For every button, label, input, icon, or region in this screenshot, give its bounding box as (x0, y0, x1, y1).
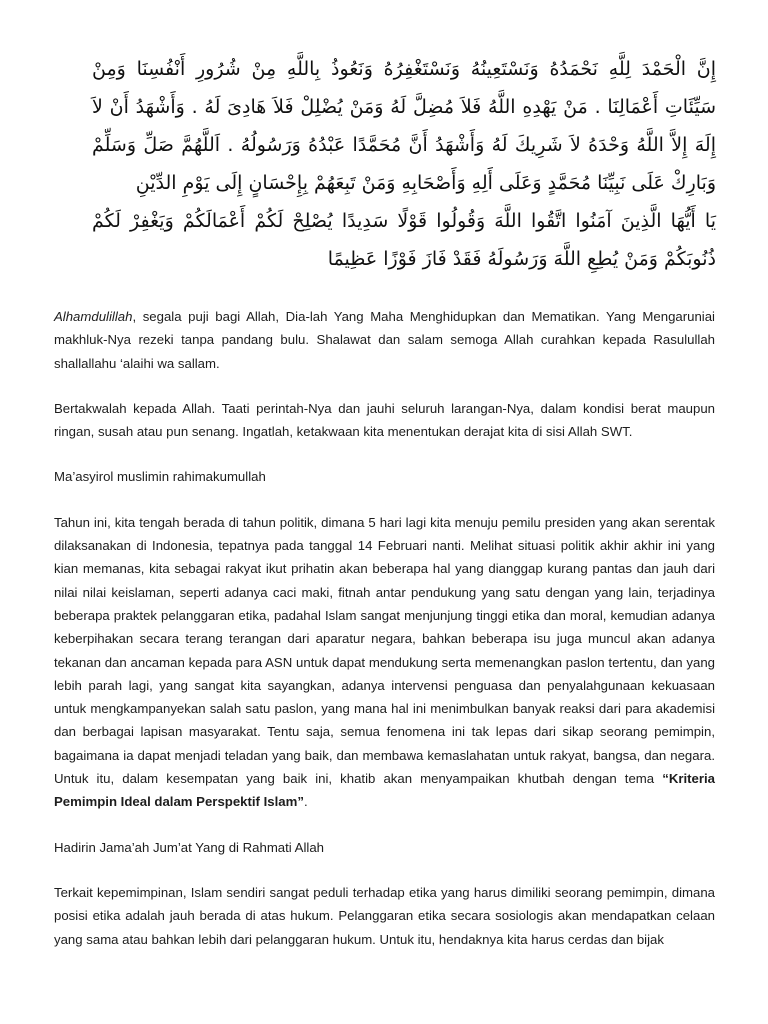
paragraph-opening (54, 305, 715, 375)
section-heading-maasyirol: Ma’asyirol muslimin rahimakumullah (54, 469, 266, 485)
paragraph-political-end: . (303, 794, 308, 810)
section-heading-hadirin: Hadirin Jama’ah Jum’at Yang di Rahmati Allah (54, 839, 324, 855)
paragraph-opening-rest: , segala puji bagi Allah, Dia-lah Yang Maha Menghidupkan dan Mematikan. Yang Mengaruniai makhluk-Nya rezeki tanpa pandang bulu. Shalawat dan salam semoga Allah curahkan kepada Rasulullah shallallahu ‘alaihi wa sallam. (54, 309, 715, 371)
sermon-theme: “Kriteria Pemimpin Ideal dalam Perspektif Islam” (54, 771, 715, 810)
paragraph-political-situation (54, 511, 715, 814)
paragraph-leadership-ethics: Terkait kepemimpinan, Islam sendiri sangat peduli terhadap etika yang harus dimiliki seorang pemimpin, dimana posisi etika adalah jauh berada di atas hukum. Pelanggaran etika secara sosiologis akan mendapatkan celaan yang sama atau bahkan lebih dari pelanggaran hukum. Untuk itu, hendaknya kita harus cerdas dan bijak (54, 884, 715, 947)
arabic-quran-verse: يَا أَيُّهَا الَّذِينَ آمَنُوا اتَّقُوا اللَّهَ وَقُولُوا قَوْلًا سَدِيدًا يُصْلِحْ لَكُمْ أَعْمَالَكُمْ وَيَغْفِرْ لَكُمْ ذُنُوبَكُمْ وَمَنْ يُطِعِ اللَّهَ وَرَسُولَهُ فَقَدْ فَازَ فَوْزًا عَظِيمًا (92, 210, 716, 270)
arabic-opening-text: إِنَّ الْحَمْدَ لِلَّهِ نَحْمَدُهُ وَنَسْتَعِينُهُ وَنَسْتَغْفِرُهُ وَنَعُوذُ بِاللَّهِ مِنْ شُرُورِ أَنْفُسِنَا وَمِنْ سَيِّئَاتِ أَعْمَالِنَا . مَنْ يَهْدِهِ اللَّهُ فَلاَ مُضِلَّ لَهُ وَمَنْ يُضْلِلْ فَلاَ هَادِىَ لَهُ . وَأَشْهَدُ أَنْ لاَ إِلَهَ إِلاَّ اللَّهُ وَحْدَهُ لاَ شَرِيكَ لَهُ وَأَشْهَدُ أَنَّ مُحَمَّدًا عَبْدُهُ وَرَسُولُهُ . اَللَّهُمَّ صَلِّ وَسَلِّمْ وَبَارِكْ عَلَى نَبِيِّنَا مُحَمَّدٍ وَعَلَى أَلِهِ وَأَصْحَابِهِ وَمَنْ تَبِعَهُمْ بِإِحْسَانٍ إِلَى يَوْمِ الدِّيْنِ (92, 58, 716, 194)
paragraph-taqwa: Bertakwalah kepada Allah. Taati perintah-Nya dan jauhi seluruh larangan-Nya, dalam kondisi berat maupun ringan, susah atau pun senang. Ingatlah, ketakwaan kita menentukan derajat kita di sisi Allah SWT. (54, 400, 715, 440)
arabic-opening-prayer (92, 50, 716, 278)
alhamdulillah-italic: Alhamdulillah (54, 309, 133, 324)
paragraph-political-text: Tahun ini, kita tengah berada di tahun politik, dimana 5 hari lagi kita menuju pemilu presiden yang akan serentak dilaksanakan di Indonesia, tepatnya pada tanggal 14 Februari nanti. Melihat situasi politik akhir akhir ini yang kian memanas, kita sebagai rakyat ikut prihatin akan beberapa hal yang dianggap kurang pantas dan jauh dari nilai nilai keislaman, seperti adanya caci maki, fitnah antar pendukung yang satu dengan yang lain, terjadinya beberapa praktek pelanggaran etika, padahal Islam sangat menjunjung tinggi etika dan moral, kemudian adanya keberpihakan secara terang terangan dari aparatur negara, bahkan beberapa isu juga muncul akan adanya tekanan dan ancaman kepada para ASN untuk dapat mendukung serta memenangkan paslon tertentu, dan yang lebih parah lagi, yang sangat kita sayangkan, adanya intervensi penguasa dan penyalahgunaan kekuasaan untuk mengkampanyekan salah satu paslon, yang mana hal ini menimbulkan banyak reaksi dari para akademisi dan berbagai lapisan masyarakat. Tentu saja, semua fenomena ini tak lepas dari sikap seorang pemimpin, bagaimana ia dapat menjadi teladan yang baik, dan membawa kemaslahatan untuk rakyat, bangsa, dan negara. Untuk itu, dalam kesempatan yang baik ini, khatib akan menyampaikan khutbah dengan tema (54, 514, 715, 787)
sermon-body (54, 305, 715, 973)
